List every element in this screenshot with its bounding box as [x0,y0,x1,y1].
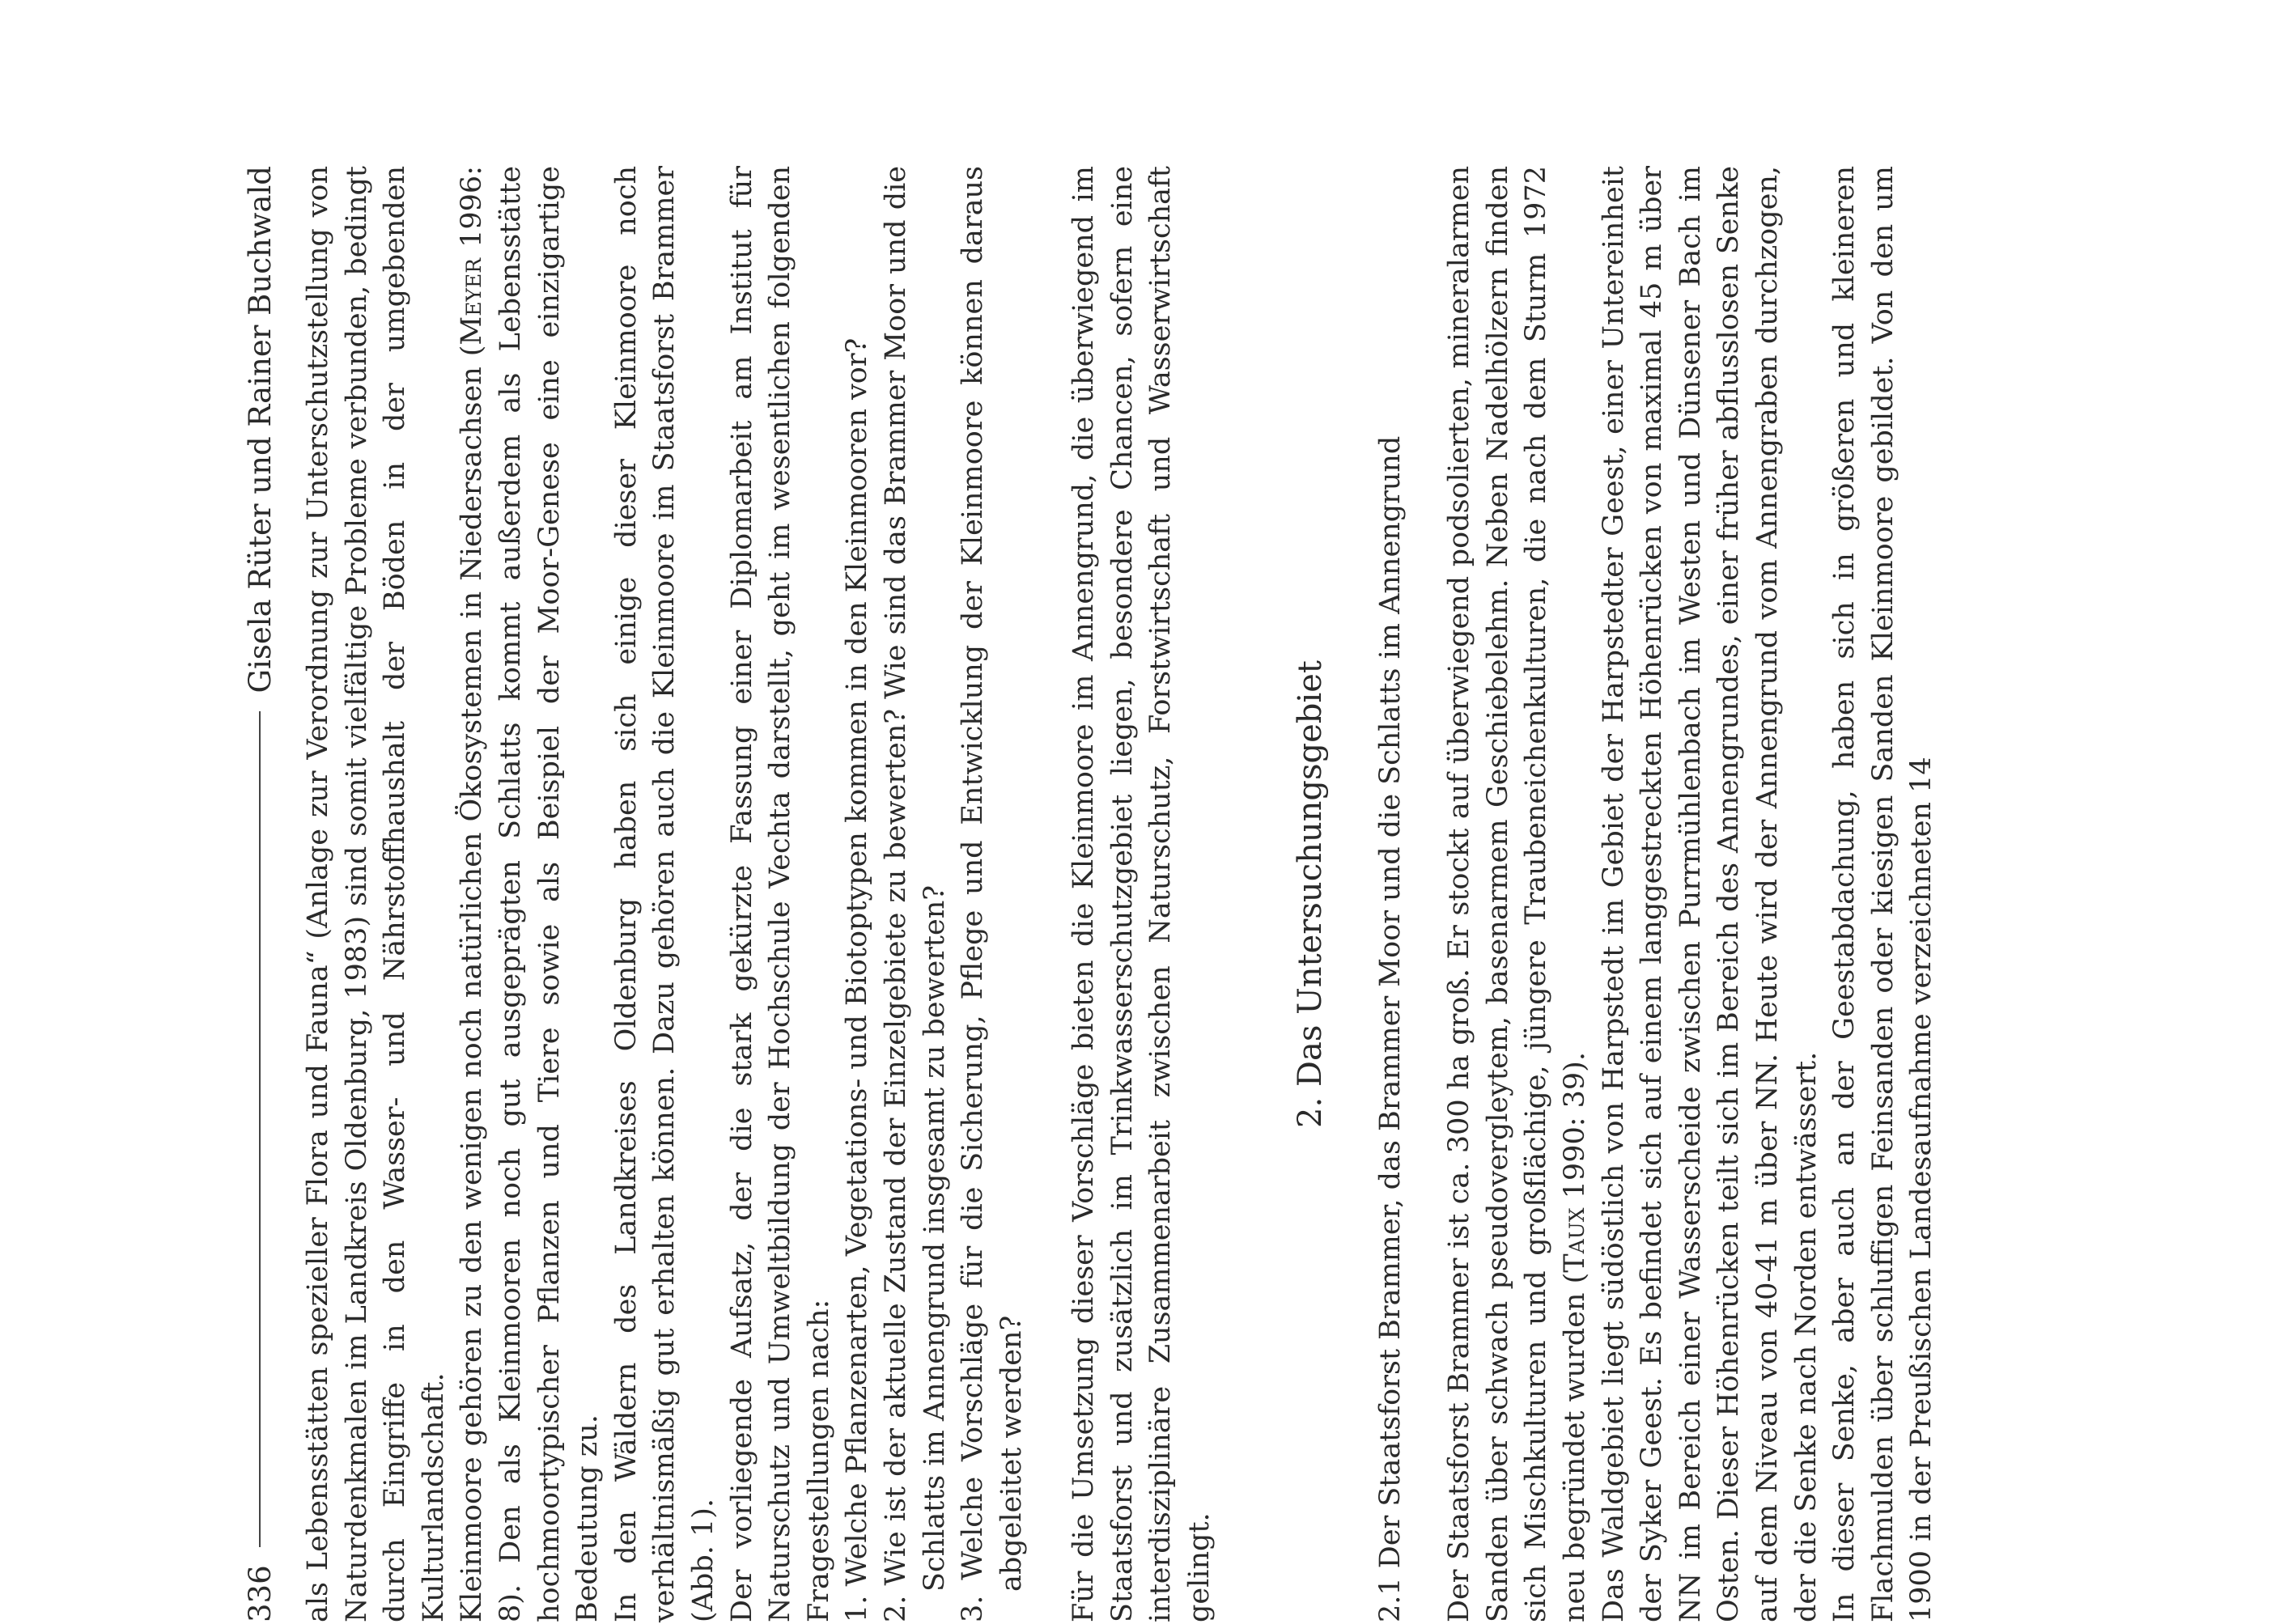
subsection-heading: 2.1 Der Staatsforst Brammer, das Brammer Moor und die Schlatts im Annengrund [1373,435,1407,1622]
text-run: 1990: 39). [1559,1052,1592,1208]
text-run: Der Staatsforst Brammer ist ca. 300 ha groß. Er stockt auf überwiegend podsolierten, mineralarmen Sanden über schwach pseudovergleytem, basenarmem Geschiebelehm. Neben Nadelhölzern finden sich Mischkulturen und großflächige, jüngere Traubeneichenkulturen, die nach dem Sturm 1972 neu begründet wurden ( [1443,166,1592,1622]
page-number: 336 [242,1565,278,1622]
paragraph [453,166,607,1622]
paragraph: Der vorliegende Aufsatz, der die stark gekürzte Fassung einer Diplomarbeit am Institut für Naturschutz und Umweltbildung der Hochschule Vechta darstellt, geht im wesentlichen folgenden Fragestellungen nach: [725,166,835,1622]
body-text [299,166,1942,1622]
section-heading: 2. Das Untersuchungsgebiet [1291,660,1329,1128]
paragraph [1441,166,1594,1622]
citation-author: Taux [1559,1207,1592,1273]
list-item: 1. Welche Pflanzenarten, Vegetations- und Biotoptypen kommen in den Kleinmooren vor? [841,337,874,1622]
question-list [838,166,1031,1622]
paragraph: In den Wäldern des Landkreises Oldenburg haben sich einige dieser Kleinmoore noch verhältnismäßig gut erhalten können. Dazu gehören auch die Kleinmoore im Staatsforst Brammer (Abb. 1). [609,166,719,1622]
paragraph: Das Waldgebiet liegt südöstlich von Harpstedt im Gebiet der Harpstedter Geest, einer Untereinheit der Syker Geest. Es befindet sich auf einem langgestreckten Höhenrücken von maximal 45 m über NN im Bereich einer Wasserscheide zwischen Purrmühlenbach im Westen und Dünsener Bach im Osten. Dieser Höhenrücken teilt sich im Bereich des Annengrundes, einer früher abflusslosen Senke auf dem Niveau von 40-41 m über NN. Heute wird der Annengrund vom Annengraben durchzogen, der die Senke nach Norden entwässert. [1597,166,1823,1622]
text-run: 1996: 8). Den als Kleinmooren noch gut ausgeprägten Schlatts kommt außerdem als Lebensstätte hochmoortypischer Pflanzen und Tiere sowie als Beispiel der Moor-Genese eine einzigartige Bedeutung zu. [456,166,605,1622]
list-item: 3. Welche Vorschläge für die Sicherung, Pflege und Entwicklung der Kleinmoore können daraus abgeleitet werden? [957,166,1028,1622]
citation-author: Meyer [456,257,489,346]
running-head [235,166,285,1622]
paragraph: als Lebensstätten spezieller Flora und Fauna“ (Anlage zur Verordnung zur Unterschutzstellung von Naturdenkmalen im Landkreis Oldenburg, 1983) sind somit vielfältige Probleme verbunden, bedingt durch Eingriffe in den Wasser- und Nährstoffhaushalt der Böden in der umgebenden Kulturlandschaft. [302,166,450,1622]
running-head-authors: Gisela Rüter und Rainer Buchwald [242,166,278,693]
header-rule [259,711,261,1548]
paragraph: Für die Umsetzung dieser Vorschläge bieten die Kleinmoore im Annengrund, die überwiegend im Staatsforst und zusätzlich im Trinkwasserschutzgebiet liegen, besondere Chancen, sofern eine interdisziplinäre Zusammenarbeit zwischen Naturschutz, Forstwirtschaft und Wasserwirtschaft gelingt. [1067,166,1216,1622]
text-run: Kleinmoore gehören zu den wenigen noch natürlichen Ökosystemen in Niedersachsen ( [456,345,489,1622]
book-page [235,166,2145,1622]
list-item: 2. Wie ist der aktuelle Zustand der Einzelgebiete zu bewerten? Wie sind das Brammer Moor und die Schlatts im Annengrund insgesamt zu bewerten? [879,166,951,1622]
paragraph: In dieser Senke, aber auch an der Geestabdachung, haben sich in größeren und kleineren Flachmulden über schluffigen Feinsanden oder kiesigen Sanden Kleinmoore gebildet. Von den um 1900 in der Preußischen Landesaufnahme verzeichneten 14 [1828,166,1938,1622]
spacer [1031,166,1065,1622]
